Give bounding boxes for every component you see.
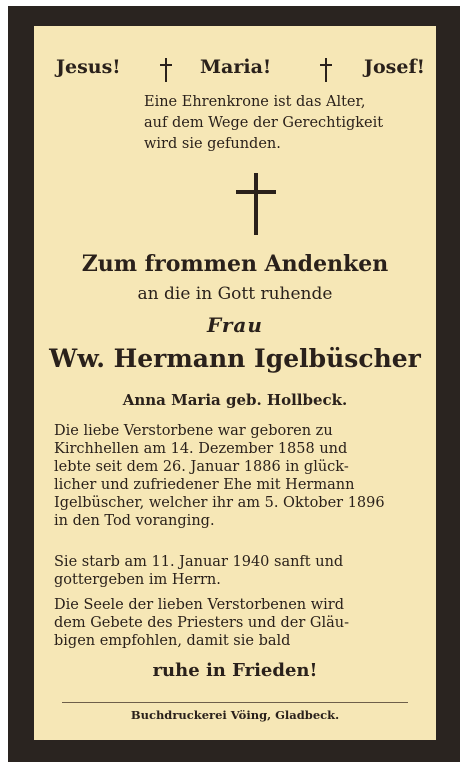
card-paper	[34, 26, 436, 740]
bio-line: Die Seele der lieben Verstorbenen wird	[54, 597, 345, 613]
prayer-paragraph	[54, 596, 424, 650]
printer-imprint: Buchdruckerei Vöing, Gladbeck.	[130, 708, 340, 722]
bio-line: Die liebe Verstorbene war geboren zu	[54, 423, 333, 439]
bio-line: in den Tod voranging.	[54, 513, 215, 529]
closing-phrase: ruhe in Frieden!	[152, 660, 318, 681]
bio-line: bigen empfohlen, damit sie bald	[54, 633, 291, 649]
big-cross-icon	[236, 173, 276, 235]
remembrance-heading: Zum frommen Andenken	[81, 251, 389, 277]
invocation-maria: Maria!	[200, 56, 272, 78]
bio-line: Kirchhellen am 14. Dezember 1858 und	[54, 441, 348, 457]
death-paragraph	[54, 553, 424, 589]
bio-line: Igelbüscher, welcher ihr am 5. Oktober 1896	[54, 495, 385, 511]
invocation-jesus: Jesus!	[56, 56, 121, 78]
biography-paragraph	[54, 422, 424, 530]
motto-line: auf dem Wege der Gerechtigkeit	[144, 115, 384, 131]
deceased-name: Ww. Hermann Igelbüscher	[49, 344, 421, 373]
invocation-line	[34, 56, 436, 86]
bio-line: gottergeben im Herrn.	[54, 572, 221, 588]
motto-line: Eine Ehrenkrone ist das Alter,	[144, 94, 366, 110]
small-cross-icon	[160, 58, 172, 82]
bio-line: lebte seit dem 26. Januar 1886 in glück-	[54, 459, 349, 475]
title-frau: Frau	[207, 313, 263, 337]
memorial-card	[8, 6, 460, 762]
motto-verse	[144, 92, 434, 155]
bio-line: Sie starb am 11. Januar 1940 sanft und	[54, 554, 344, 570]
maiden-name: Anna Maria geb. Hollbeck.	[122, 391, 348, 409]
small-cross-icon	[320, 58, 332, 82]
bio-line: licher und zufriedener Ehe mit Hermann	[54, 477, 355, 493]
motto-line: wird sie gefunden.	[144, 136, 281, 152]
divider-rule	[62, 702, 408, 703]
remembrance-subtitle: an die in Gott ruhende	[137, 284, 333, 304]
bio-line: dem Gebete des Priesters und der Gläu-	[54, 615, 349, 631]
invocation-josef: Josef!	[364, 56, 425, 78]
